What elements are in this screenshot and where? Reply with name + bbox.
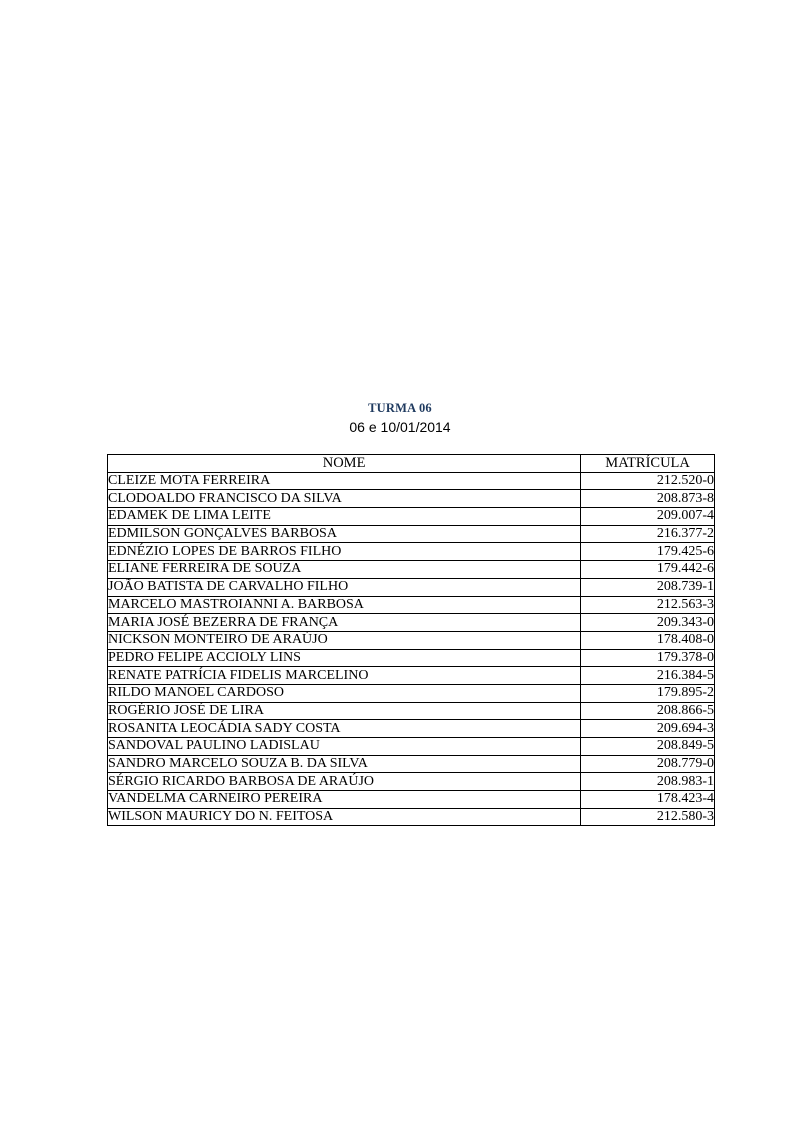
table-row (108, 684, 715, 702)
cell-nome: JOÃO BATISTA DE CARVALHO FILHO (108, 578, 581, 596)
table-body (108, 472, 715, 826)
table-row (108, 543, 715, 561)
cell-matricula: 208.873-8 (581, 490, 715, 508)
cell-nome: MARCELO MASTROIANNI A. BARBOSA (108, 596, 581, 614)
cell-matricula: 208.779-0 (581, 755, 715, 773)
cell-nome: RENATE PATRÍCIA FIDELIS MARCELINO (108, 667, 581, 685)
cell-nome: MARIA JOSÉ BEZERRA DE FRANÇA (108, 614, 581, 632)
roster-table (107, 454, 715, 826)
cell-nome: EDMILSON GONÇALVES BARBOSA (108, 525, 581, 543)
cell-nome: ROSANITA LEOCÁDIA SADY COSTA (108, 720, 581, 738)
table-row (108, 649, 715, 667)
date-subtitle: 06 e 10/01/2014 (349, 419, 451, 435)
cell-matricula: 209.007-4 (581, 508, 715, 526)
table-row (108, 667, 715, 685)
table-row (108, 738, 715, 756)
cell-matricula: 209.694-3 (581, 720, 715, 738)
cell-matricula: 179.378-0 (581, 649, 715, 667)
cell-nome: SÉRGIO RICARDO BARBOSA DE ARAÚJO (108, 773, 581, 791)
cell-matricula: 212.563-3 (581, 596, 715, 614)
table-header-row (108, 455, 715, 473)
table-row (108, 596, 715, 614)
cell-nome: ELIANE FERREIRA DE SOUZA (108, 561, 581, 579)
table-row (108, 720, 715, 738)
table-row (108, 508, 715, 526)
cell-nome: SANDOVAL PAULINO LADISLAU (108, 738, 581, 756)
table-row (108, 578, 715, 596)
table-row (108, 525, 715, 543)
cell-matricula: 208.983-1 (581, 773, 715, 791)
table-row (108, 773, 715, 791)
table-row (108, 561, 715, 579)
cell-nome: CLEIZE MOTA FERREIRA (108, 472, 581, 490)
cell-matricula: 208.849-5 (581, 738, 715, 756)
cell-nome: ROGÉRIO JOSÉ DE LIRA (108, 702, 581, 720)
cell-nome: PEDRO FELIPE ACCIOLY LINS (108, 649, 581, 667)
table-row (108, 490, 715, 508)
table-row (108, 808, 715, 826)
column-header-nome: NOME (108, 455, 581, 473)
cell-matricula: 212.580-3 (581, 808, 715, 826)
cell-nome: SANDRO MARCELO SOUZA B. DA SILVA (108, 755, 581, 773)
cell-matricula: 179.442-6 (581, 561, 715, 579)
cell-matricula: 208.866-5 (581, 702, 715, 720)
turma-title: TURMA 06 (368, 401, 432, 415)
table-row (108, 631, 715, 649)
cell-nome: EDNÉZIO LOPES DE BARROS FILHO (108, 543, 581, 561)
cell-nome: EDAMEK DE LIMA LEITE (108, 508, 581, 526)
cell-matricula: 179.425-6 (581, 543, 715, 561)
table-row (108, 472, 715, 490)
cell-nome: VANDELMA CARNEIRO PEREIRA (108, 791, 581, 809)
table-row (108, 702, 715, 720)
cell-nome: NICKSON MONTEIRO DE ARAÚJO (108, 631, 581, 649)
cell-matricula: 216.384-5 (581, 667, 715, 685)
cell-nome: WILSON MAURICY DO N. FEITOSA (108, 808, 581, 826)
cell-matricula: 209.343-0 (581, 614, 715, 632)
table-row (108, 614, 715, 632)
cell-matricula: 178.423-4 (581, 791, 715, 809)
table-row (108, 791, 715, 809)
cell-nome: CLODOALDO FRANCISCO DA SILVA (108, 490, 581, 508)
cell-matricula: 178.408-0 (581, 631, 715, 649)
page-header (0, 400, 800, 436)
cell-matricula: 216.377-2 (581, 525, 715, 543)
cell-matricula: 179.895-2 (581, 684, 715, 702)
cell-matricula: 208.739-1 (581, 578, 715, 596)
cell-nome: RILDO MANOEL CARDOSO (108, 684, 581, 702)
table-row (108, 755, 715, 773)
cell-matricula: 212.520-0 (581, 472, 715, 490)
column-header-matricula: MATRÍCULA (581, 455, 715, 473)
